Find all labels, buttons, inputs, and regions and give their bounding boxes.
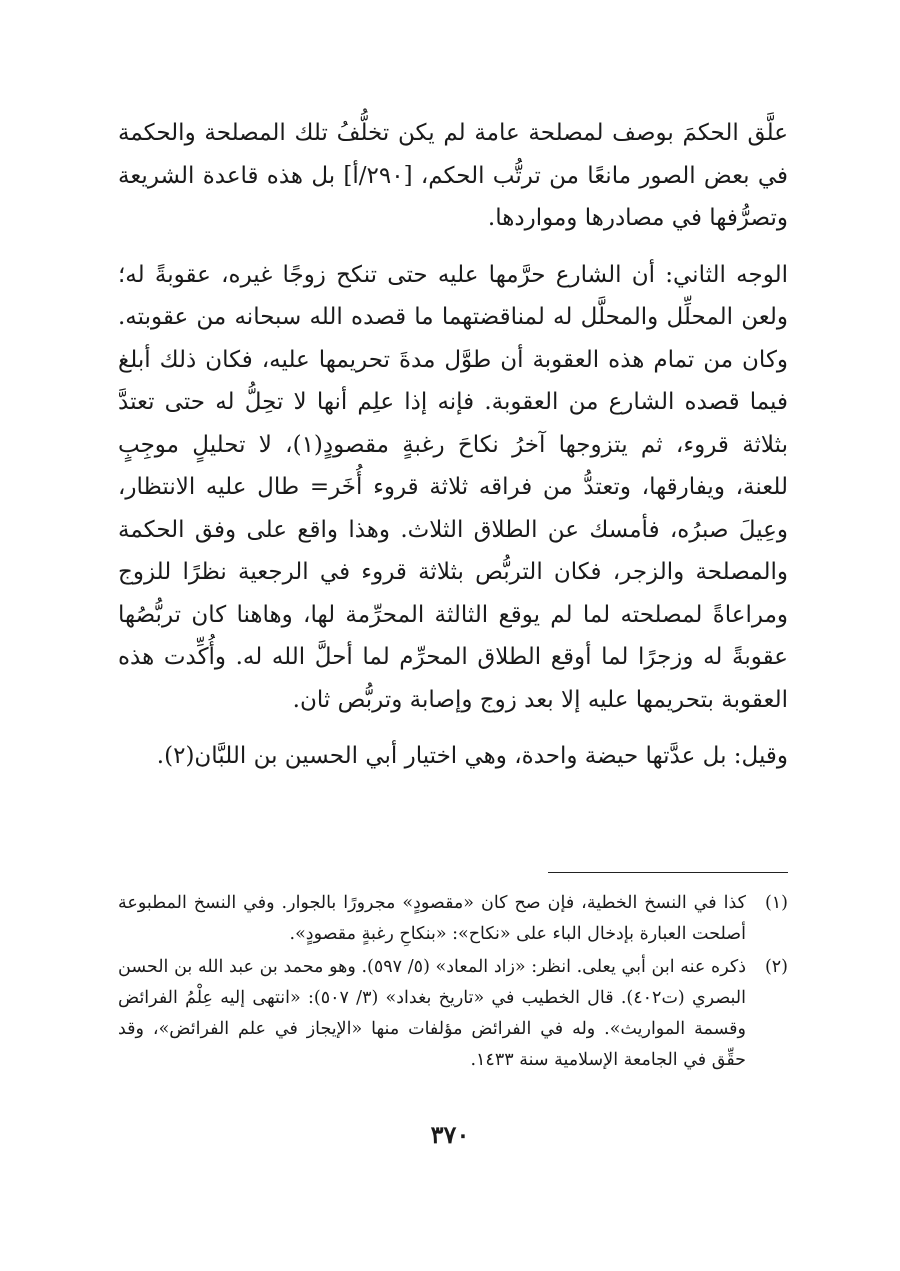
footnote-separator <box>548 872 788 873</box>
paragraph: وقيل: بل عدَّتها حيضة واحدة، وهي اختيار أبي الحسين بن اللبَّان(٢). <box>156 743 788 769</box>
footnote-number: (١) <box>764 893 788 913</box>
footnote-text: ذكره عنه ابن أبي يعلى. انظر: «زاد المعاد» (٥/ ٥٩٧). وهو محمد بن عبد الله بن الحسن البصري (ت٤٠٢). قال الخطيب في «تاريخ بغداد» (٣/ ٥٠٧): «انتهى إليه عِلْمُ الفرائض وقسمة المواريث». وله في الفرائض مؤلفات منها «الإيجاز في علم الفرائض»، وقد حقِّق في الجامعة الإسلامية سنة ١٤٣٣. <box>118 957 746 1070</box>
footnote-text: كذا في النسخ الخطية، فإن صح كان «مقصودٍ» مجرورًا بالجوار. وفي النسخ المطبوعة أصلحت العبارة بإدخال الباء على «نكاح»: «بنكاحِ رغبةٍ مقصودٍ». <box>118 893 746 944</box>
paragraph: الوجه الثاني: أن الشارع حرَّمها عليه حتى تنكح زوجًا غيره، عقوبةً له؛ ولعن المحلِّل والمحلَّل له لمناقضتهما ما قصده الله سبحانه من عقوبته. وكان من تمام هذه العقوبة أن طوَّل مدةَ تحريمها عليه، فكان ذلك أبلغ فيما قصده الشارع من العقوبة. فإنه إذا علِم أنها لا تحِلُّ له حتى تعتدَّ بثلاثة قروء، ثم يتزوجها آخرُ نكاحَ رغبةٍ مقصودٍ(١)، لا تحليلٍ موجِبٍ للعنة، ويفارقها، وتعتدُّ من فراقه ثلاثة قروء أُخَر= طال عليه الانتظار، وعِيلَ صبرُه، فأمسك عن الطلاق الثلاث. وهذا واقع على وفق الحكمة والمصلحة والزجر، فكان التربُّص بثلاثة قروء في الرجعية نظرًا للزوج ومراعاةً لمصلحته لما لم يوقع الثالثة المحرِّمة لها، وهاهنا كان تربُّصُها عقوبةً له وزجرًا لما أوقع الطلاق المحرِّم لما أحلَّ الله له. وأُكِّدت هذه العقوبة بتحريمها عليه إلا بعد زوج وإصابة وتربُّص ثان. <box>118 261 788 713</box>
footnote <box>118 888 788 950</box>
footnote-number: (٢) <box>764 957 788 977</box>
footnote <box>118 952 788 1076</box>
footnotes <box>118 888 788 1078</box>
page-number: ٣٧٠ <box>430 1120 470 1149</box>
main-text <box>118 112 788 778</box>
paragraph: علَّق الحكمَ بوصف لمصلحة عامة لم يكن تخلُّفُ تلك المصلحة والحكمة في بعض الصور مانعًا من ترتُّب الحكم، [٢٩٠/أ] بل هذه قاعدة الشريعة وتصرُّفها في مصادرها ومواردها. <box>118 120 788 231</box>
